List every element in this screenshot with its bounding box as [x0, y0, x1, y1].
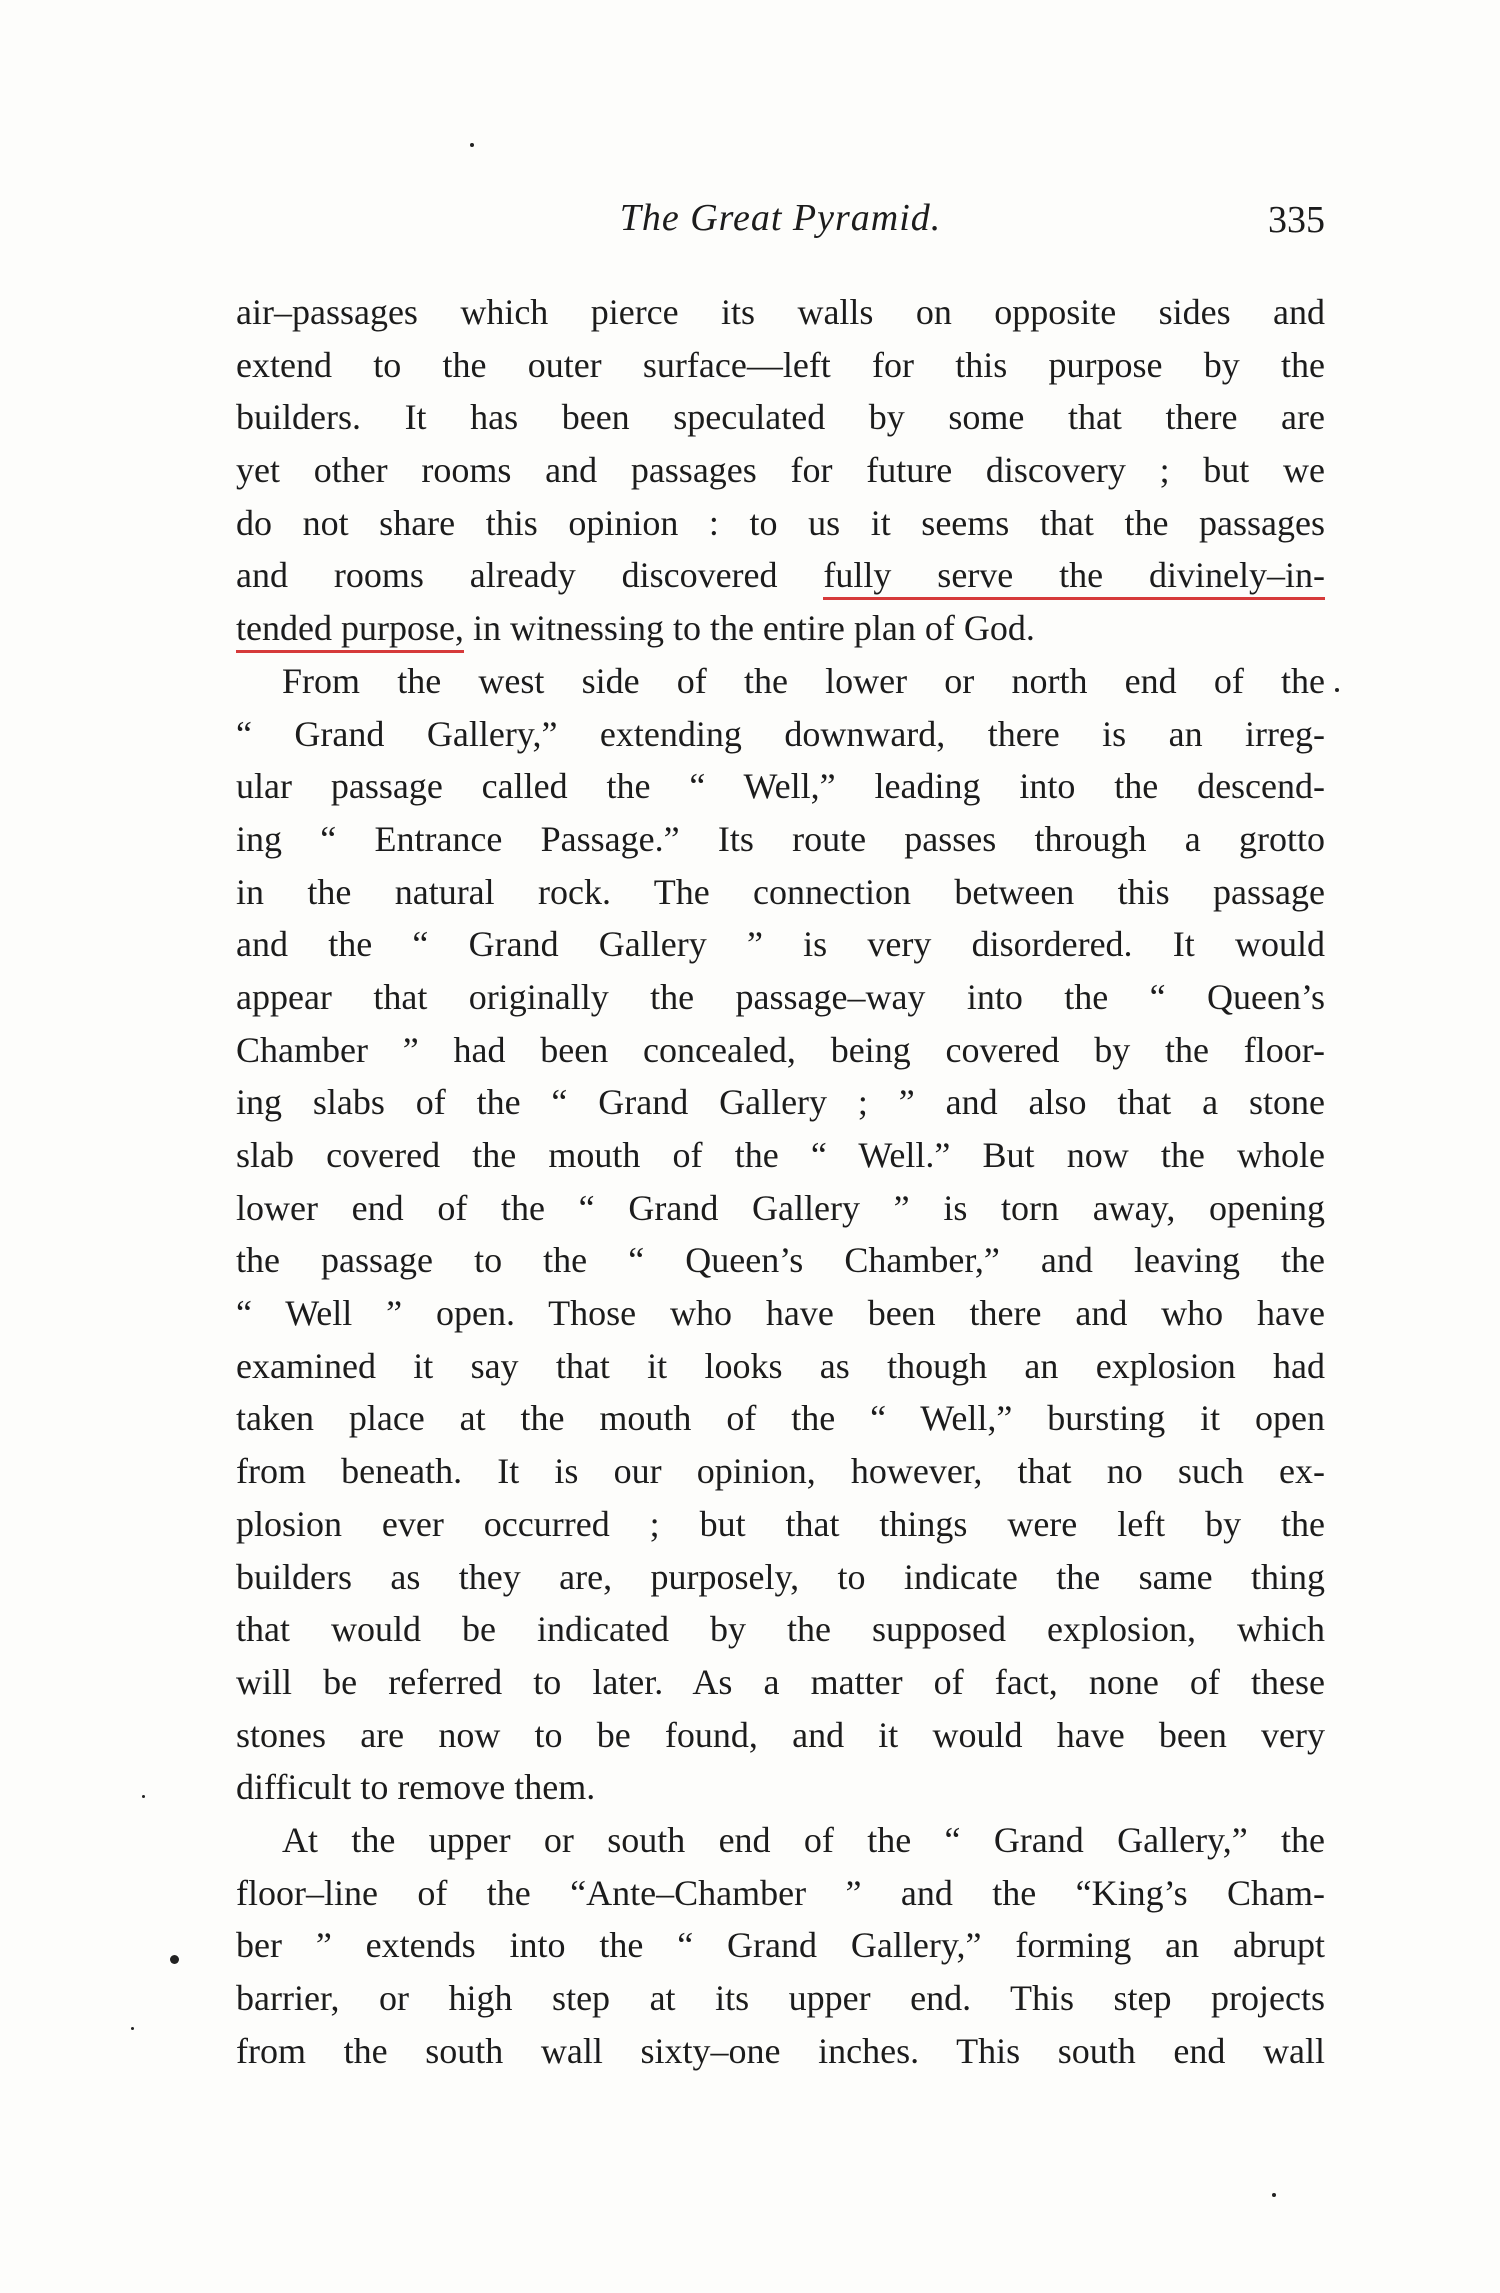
scan-speck [170, 1955, 179, 1964]
scan-speck [470, 143, 474, 147]
text-line: ular passage called the “ Well,” leading into the descend- [236, 766, 1325, 807]
text-line: in the natural rock. The connection between this passage [236, 871, 1325, 912]
paragraph-end-line: difficult to remove them. [236, 1767, 596, 1808]
page-header [236, 196, 1325, 246]
text-line: builders. It has been speculated by some that there are [236, 397, 1325, 438]
text-line: ing slabs of the “ Grand Gallery ; ” and also that a stone [236, 1082, 1325, 1123]
red-underlined-phrase: fully serve the divinely–in- [823, 555, 1325, 600]
text-line: extend to the outer surface—left for this purpose by the [236, 344, 1325, 385]
text-line: air–passages which pierce its walls on opposite sides and [236, 292, 1325, 332]
text-line: taken place at the mouth of the “ Well,” bursting it open [236, 1398, 1325, 1439]
text-run: and rooms already discovered [236, 555, 824, 596]
text-line: and the “ Grand Gallery ” is very disordered. It would [236, 924, 1325, 965]
text-run: in witnessing to the entire plan of God. [463, 608, 1035, 649]
text-line: ber ” extends into the “ Grand Gallery,” forming an abrupt [236, 1925, 1325, 1966]
text-line: barrier, or high step at its upper end. This step projects [236, 1978, 1325, 2018]
text-line: will be referred to later. As a matter of fact, none of these [236, 1661, 1325, 1702]
text-line: from beneath. It is our opinion, however, that no such ex- [236, 1451, 1325, 1492]
text-line: Chamber ” had been concealed, being covered by the floor- [236, 1029, 1325, 1070]
text-line: from the south wall sixty–one inches. This south end wall [236, 2030, 1325, 2071]
text-line: slab covered the mouth of the “ Well.” But now the whole [236, 1135, 1325, 1175]
red-underlined-phrase: tended purpose, [236, 608, 464, 653]
paragraph-start-line: From the west side of the lower or north end of the [282, 660, 1325, 701]
page-number: 335 [1268, 199, 1325, 241]
text-line: floor–line of the “Ante–Chamber ” and the “King’s Cham- [236, 1872, 1325, 1913]
text-line: “ Well ” open. Those who have been there and who have [236, 1293, 1325, 1334]
text-line: ing “ Entrance Passage.” Its route passes through a grotto [236, 818, 1325, 859]
text-line: examined it say that it looks as though an explosion had [236, 1345, 1325, 1386]
body-text [236, 286, 1325, 2077]
text-line: the passage to the “ Queen’s Chamber,” and leaving the [236, 1240, 1325, 1281]
text-line: lower end of the “ Grand Gallery ” is torn away, opening [236, 1187, 1325, 1228]
scan-speck [1272, 2193, 1276, 2197]
text-line: stones are now to be found, and it would have been very [236, 1714, 1325, 1755]
text-line-underlined [236, 602, 1325, 655]
text-line: plosion ever occurred ; but that things were left by the [236, 1503, 1325, 1544]
text-line: yet other rooms and passages for future discovery ; but we [236, 450, 1325, 491]
text-line: that would be indicated by the supposed explosion, which [236, 1609, 1325, 1650]
scan-speck [1335, 688, 1339, 692]
text-line: “ Grand Gallery,” extending downward, there is an irreg- [236, 713, 1325, 754]
scan-speck [131, 2027, 134, 2030]
scan-speck [142, 1795, 145, 1798]
running-title: The Great Pyramid. [619, 197, 942, 239]
paragraph-start-line: At the upper or south end of the “ Grand Gallery,” the [282, 1819, 1325, 1860]
text-line-underlined [236, 549, 1325, 602]
text-line: appear that originally the passage–way into the “ Queen’s [236, 976, 1325, 1017]
text-line: builders as they are, purposely, to indicate the same thing [236, 1556, 1325, 1597]
text-line: do not share this opinion : to us it seems that the passages [236, 502, 1325, 543]
